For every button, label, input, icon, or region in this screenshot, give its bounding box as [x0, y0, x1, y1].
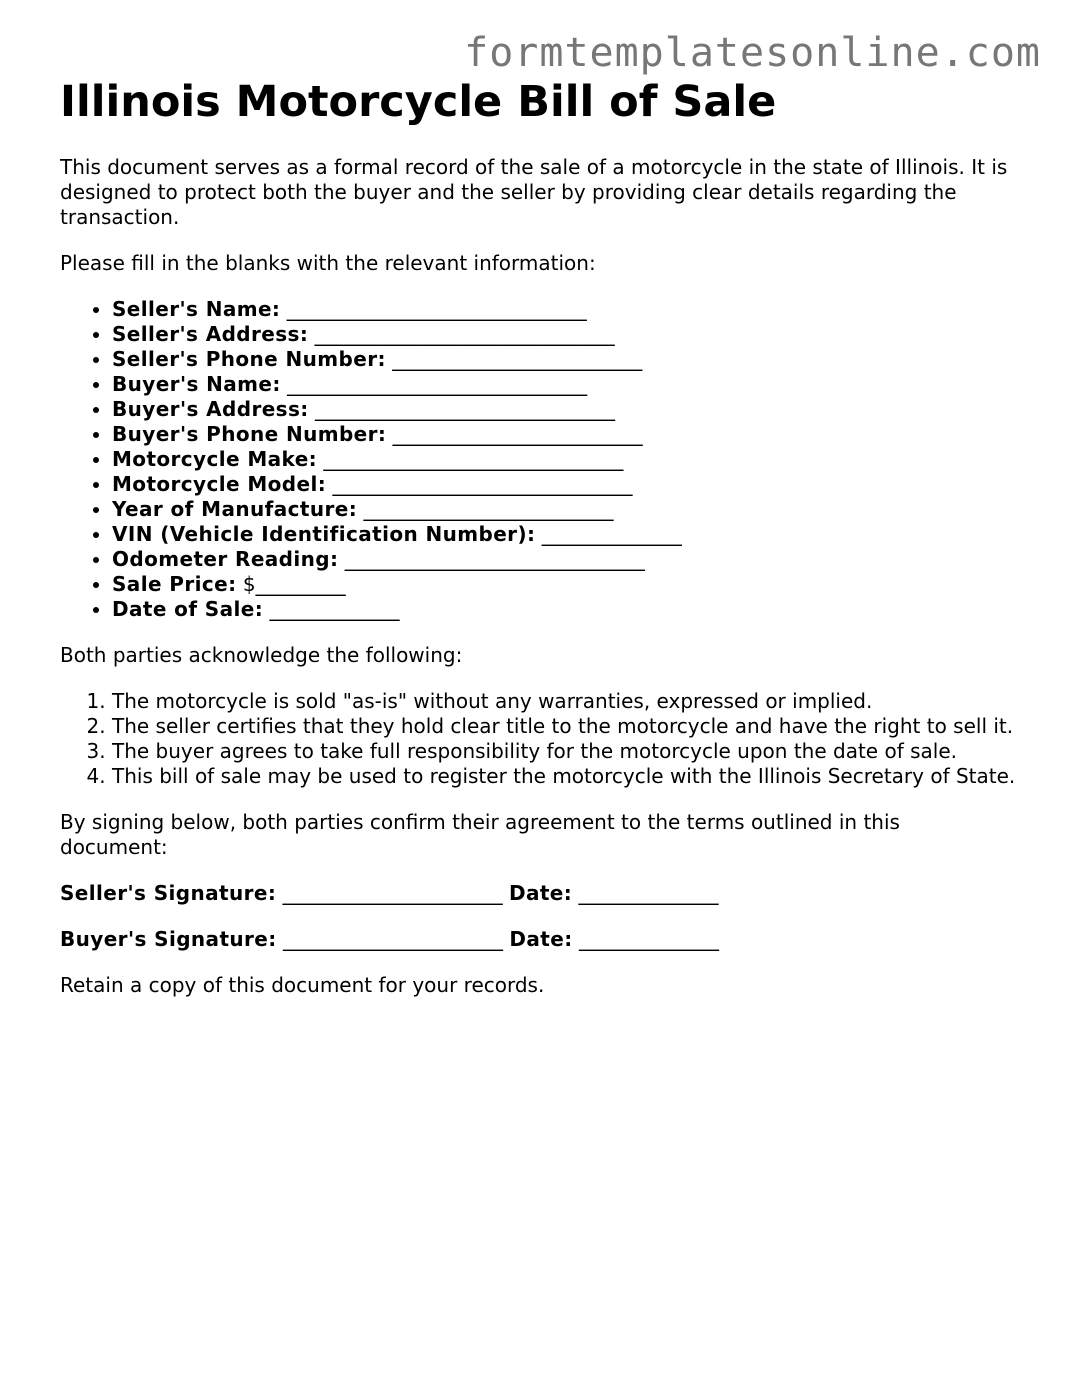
field-blank[interactable]: _________________________: [363, 497, 614, 521]
term-item: 4. This bill of sale may be used to register the motorcycle with the Illinois Secretary of State.: [112, 764, 1020, 789]
field-item-seller-phone: [112, 347, 1020, 372]
terms-list: [60, 689, 1020, 789]
field-blank[interactable]: ______________________________: [332, 472, 633, 496]
signature-blank[interactable]: ______________________: [282, 881, 503, 905]
date-blank[interactable]: ______________: [578, 881, 719, 905]
field-blank[interactable]: ______________________________: [344, 547, 645, 571]
term-item: 3. The buyer agrees to take full responsibility for the motorcycle upon the date of sale.: [112, 739, 1020, 764]
field-item-odometer-reading: [112, 547, 1020, 572]
field-label: Odometer Reading:: [112, 547, 339, 571]
field-item-motorcycle-make: [112, 447, 1020, 472]
field-item-buyer-phone: [112, 422, 1020, 447]
intro-paragraph: This document serves as a formal record of the sale of a motorcycle in the state of Illinois. It is designed to protect both the buyer and the seller by providing clear details regarding the transaction.: [60, 155, 1008, 229]
seller-signature-line: [60, 881, 1020, 906]
field-blank[interactable]: _____________: [269, 597, 400, 621]
field-item-sale-price: [112, 572, 1020, 597]
field-item-motorcycle-model: [112, 472, 1020, 497]
signature-blank[interactable]: ______________________: [283, 927, 504, 951]
watermark: formtemplatesonline.com: [464, 30, 1041, 76]
field-blank[interactable]: ______________________________: [323, 447, 624, 471]
field-label: Motorcycle Make:: [112, 447, 318, 471]
field-blank[interactable]: ______________________________: [286, 297, 587, 321]
signature-label: Buyer's Signature:: [60, 927, 277, 951]
field-label: Date of Sale:: [112, 597, 264, 621]
buyer-signature-line: [60, 927, 1020, 952]
date-blank[interactable]: ______________: [579, 927, 719, 951]
field-item-buyer-address: [112, 397, 1020, 422]
field-blank[interactable]: ______________: [541, 522, 682, 546]
term-item: 2. The seller certifies that they hold clear title to the motorcycle and have the right to sell it.: [112, 714, 1020, 739]
signature-label: Seller's Signature:: [60, 881, 277, 905]
confirmation-paragraph: By signing below, both parties confirm their agreement to the terms outlined in this document:: [60, 810, 900, 859]
term-item: 1. The motorcycle is sold "as-is" without any warranties, expressed or implied.: [112, 689, 1020, 714]
field-label: Seller's Address:: [112, 322, 309, 346]
field-label: VIN (Vehicle Identification Number):: [112, 522, 536, 546]
field-label: Seller's Phone Number:: [112, 347, 386, 371]
field-blank[interactable]: ______________________________: [287, 372, 588, 396]
instruction-paragraph: Please fill in the blanks with the relevant information:: [60, 251, 596, 275]
field-label: Seller's Name:: [112, 297, 281, 321]
field-label: Buyer's Address:: [112, 397, 309, 421]
field-item-date-of-sale: [112, 597, 1020, 622]
field-item-seller-address: [112, 322, 1020, 347]
field-label: Buyer's Phone Number:: [112, 422, 387, 446]
field-blank[interactable]: ______________________________: [314, 322, 615, 346]
field-item-seller-name: [112, 297, 1020, 322]
field-blank[interactable]: ______________________________: [315, 397, 616, 421]
field-label: Buyer's Name:: [112, 372, 281, 396]
acknowledgement-intro: Both parties acknowledge the following:: [60, 643, 463, 667]
field-label: Sale Price:: [112, 572, 237, 596]
field-item-year-of-manufacture: [112, 497, 1020, 522]
field-blank[interactable]: _________________________: [392, 347, 643, 371]
field-blank[interactable]: _________________________: [392, 422, 643, 446]
field-item-buyer-name: [112, 372, 1020, 397]
fields-list: [60, 297, 1020, 622]
document-body: [60, 76, 1020, 998]
date-label: Date:: [509, 927, 573, 951]
field-item-vin: [112, 522, 1020, 547]
field-label: Motorcycle Model:: [112, 472, 327, 496]
retain-note: Retain a copy of this document for your records.: [60, 973, 545, 997]
field-label: Year of Manufacture:: [112, 497, 358, 521]
document-title: Illinois Motorcycle Bill of Sale: [60, 77, 777, 127]
field-blank[interactable]: $_________: [242, 572, 346, 596]
date-label: Date:: [508, 881, 573, 905]
